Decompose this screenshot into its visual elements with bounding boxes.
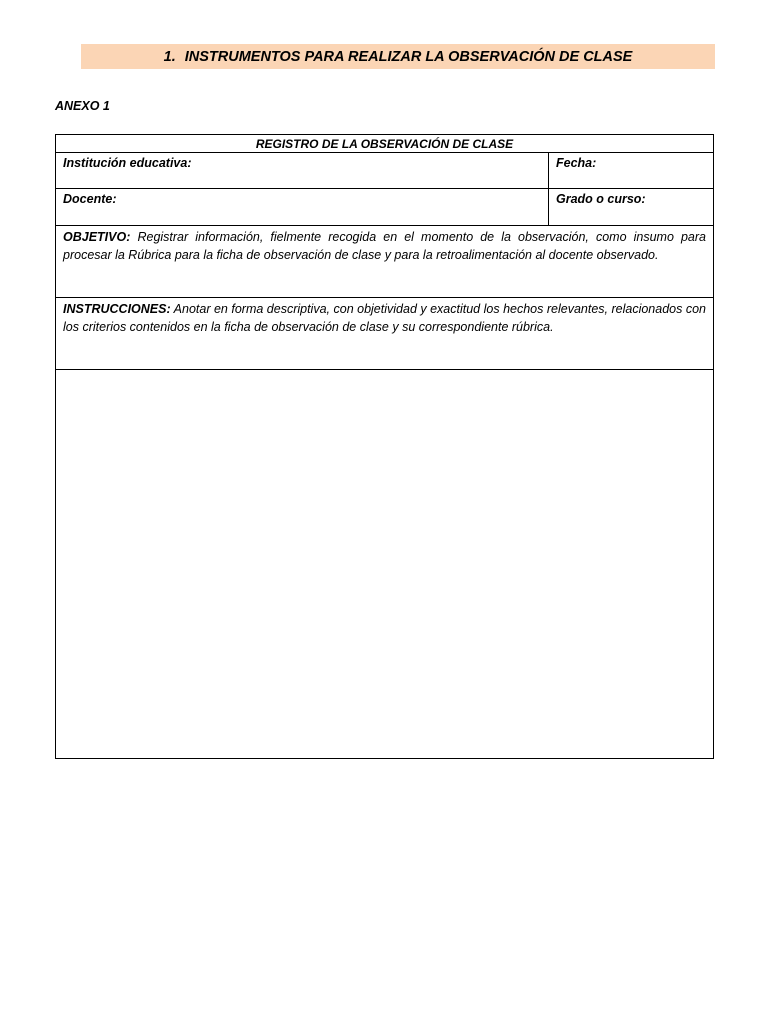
teacher-row [56, 189, 713, 226]
section-number: 1. [163, 48, 176, 65]
institution-label: Institución educativa: [63, 156, 192, 170]
objective-text: Registrar información, fielmente recogida en el momento de la observación, como insumo para procesar la Rúbrica para la ficha de observación de clase y para la retroalimentación al docente observado. [63, 230, 707, 262]
objective-section [56, 226, 713, 298]
section-title: INSTRUMENTOS PARA REALIZAR LA OBSERVACIÓN DE CLASE [184, 48, 633, 65]
instructions-text: Anotar en forma descriptiva, con objetividad y exactitud los hechos relevantes, relacionados con los criterios contenidos en la ficha de observación de clase y su correspondiente rúbrica. [63, 302, 706, 334]
instructions-lead: INSTRUCCIONES: [63, 302, 171, 316]
date-field[interactable] [549, 153, 713, 188]
instructions-paragraph [56, 298, 713, 338]
observation-notes-area[interactable] [56, 370, 713, 758]
institution-row [56, 153, 713, 189]
observation-form [55, 134, 714, 759]
objective-paragraph [56, 226, 713, 266]
date-label: Fecha: [556, 156, 597, 170]
objective-lead: OBJETIVO: [63, 230, 131, 244]
grade-field[interactable] [549, 189, 713, 225]
annex-label: ANEXO 1 [55, 99, 110, 113]
teacher-field[interactable] [56, 189, 549, 225]
teacher-label: Docente: [63, 192, 117, 206]
institution-field[interactable] [56, 153, 549, 188]
grade-label: Grado o curso: [556, 192, 646, 206]
section-heading [81, 44, 715, 69]
instructions-section [56, 298, 713, 370]
form-title: REGISTRO DE LA OBSERVACIÓN DE CLASE [56, 135, 713, 153]
